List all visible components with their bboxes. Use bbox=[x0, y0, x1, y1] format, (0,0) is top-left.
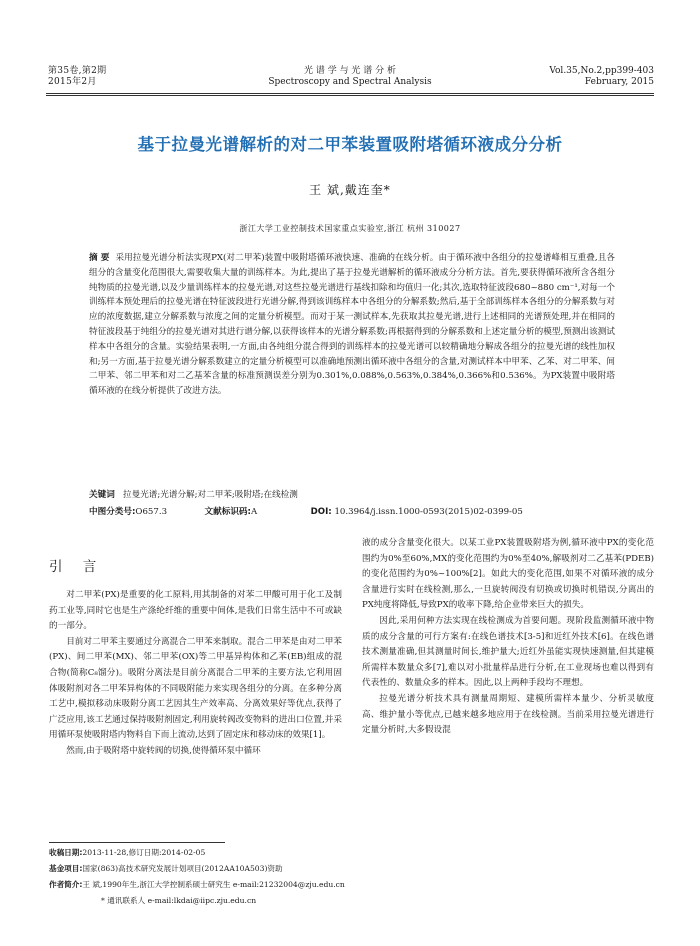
clc-value: O657.3 bbox=[135, 507, 168, 517]
paragraph: 然而,由于吸附塔中旋转阀的切换,使得循环泵中循环 bbox=[66, 745, 261, 756]
paragraph: 液的成分含量变化很大。以某工业PX装置吸附塔为例,循环液中PX的变化范围约为0%至60%,MX的变化范围约为0%至40%,解吸剂对二乙基苯(PDEB)的变化范围约为0%~100%[2]。如此大的变化范围,如果不对循环液的成分含量进行实时在线检测,那么,一旦旋转阀没有切换或切换时机错误,分离出的PX纯度将降低,导致PX的收率下降,给企业带来巨大的损失。 bbox=[362, 538, 654, 611]
issue-date-text: 2015年2月 bbox=[48, 77, 97, 87]
abstract-label: 摘 要 bbox=[89, 253, 110, 263]
section-title: 引 言 bbox=[49, 559, 105, 575]
paper-title: 基于拉曼光谱解析的对二甲苯装置吸附塔循环液成分分析 bbox=[137, 135, 563, 154]
citation-volume-pages: Vol.35,No.2,pp399-403 bbox=[549, 66, 654, 76]
paragraph: 对二甲苯(PX)是重要的化工原料,用其制备的对苯二甲酸可用于化工及制药工业等,同时它也是生产涤纶纤维的重要中间体,是我们日常生活中不可或缺的一部分。 bbox=[49, 590, 342, 632]
paragraph: 目前对二甲苯主要通过分离混合二甲苯来制取。混合二甲苯是由对二甲苯(PX)、间二甲苯(MX)、邻二甲苯(OX)等二甲基异构体和乙苯(EB)组成的混合物(简称C₈馏分)。吸附分离法是目前分离混合二甲苯的主要方法,它利用固体吸附剂对各二甲苯异构体的不同吸附能力来实现各组分的分离。在多种分离工艺中,模拟移动床吸附分离工艺因其生产效率高、分离效果好等优点,获得了广泛应用,该工艺通过保持吸附剂固定,利用旋转阀改变物料的进出口位置,并采用循环泵使吸附塔内物料自下而上流动,达到了固定床和移动床的效果[1]。 bbox=[49, 636, 342, 741]
volume-issue-text: 第35卷,第2期 bbox=[48, 66, 107, 76]
received-label: 收稿日期: bbox=[49, 848, 83, 857]
citation-date: February, 2015 bbox=[584, 77, 654, 87]
journal-volume-issue bbox=[48, 66, 106, 88]
header-rule-top bbox=[46, 93, 654, 94]
footnote-author bbox=[49, 878, 649, 891]
author-bio-label: 作者简介: bbox=[49, 880, 83, 889]
footnote-rule bbox=[49, 842, 225, 843]
journal-name-chinese: 光 谱 学 与 光 谱 分 析 bbox=[303, 66, 397, 76]
footnote-received bbox=[49, 846, 649, 859]
body-column-left bbox=[49, 588, 342, 760]
received-text: 2013-11-28,修订日期:2014-02-05 bbox=[82, 848, 206, 857]
doc-code-value: A bbox=[250, 507, 258, 517]
author-bio-text: 王 斌,1990年生,浙江大学控制系硕士研究生 e-mail:21232004@zju.edu.cn bbox=[82, 880, 345, 889]
doc-code-label: 文献标识码: bbox=[204, 507, 251, 517]
clc-label: 中图分类号: bbox=[89, 507, 136, 517]
paragraph: 拉曼光谱分析技术具有测量周期短、建模所需样本量少、分析灵敏度高、维护量小等优点,已越来越多地应用于在线检测。当前采用拉曼光谱进行定量分析时,大多假设混 bbox=[362, 693, 654, 736]
doi-value: 10.3964/j.issn.1000-0593(2015)02-0399-05 bbox=[334, 507, 523, 517]
doi-label: DOI: bbox=[310, 507, 332, 517]
affiliation: 浙江大学工业控制技术国家重点实验室,浙江 杭州 310027 bbox=[239, 224, 461, 233]
journal-name-english: Spectroscopy and Spectral Analysis bbox=[268, 77, 432, 87]
footnote-fund bbox=[49, 862, 649, 875]
keywords-text: 拉曼光谱;光谱分解;对二甲苯;吸附塔;在线检测 bbox=[123, 490, 298, 500]
paragraph: 因此,采用何种方法实现在线检测成为首要问题。现阶段监测循环液中物质的成分含量的可行方案有:在线色谱技术[3-5]和近红外技术[6]。在线色谱技术测量准确,但其测量时间长,维护量大;近红外虽能实现快速测量,但其建模所需样本数量众多[7],难以对小批量样品进行分析,在工业现场也难以得到有代表性的、数量众多的样本。因此,以上两种手段均不理想。 bbox=[362, 615, 654, 689]
classification-line bbox=[89, 505, 629, 519]
body-column-right bbox=[362, 536, 654, 739]
journal-name bbox=[240, 66, 460, 88]
abstract bbox=[89, 251, 615, 399]
keywords bbox=[89, 488, 629, 502]
abstract-text: 采用拉曼光谱分析法实现PX(对二甲苯)装置中吸附塔循环液快速、准确的在线分析。由于循环液中各组分的拉曼谱峰相互重叠,且各组分的含量变化范围很大,需要收集大量的训练样本。为此,提出了基于拉曼光谱解析的循环液成分分析方法。首先,要获得循环液所含各组分纯物质的拉曼光谱,以及少量训练样本的拉曼光谱,对这些拉曼光谱进行基线扣除和均值归一化;其次,选取特征波段680~880 cm⁻¹,对每一个训练样本预处理后的拉曼光谱在特征波段进行光谱分解,得到该训练样本中各组分的分解系数;然后,基于全部训练样本各组分的分解系数与对应的浓度数据,建立分解系数与浓度之间的定量分析模型。而对于某一测试样本,先获取其拉曼光谱,进行上述相同的光谱预处理,并在相同的特征波段基于纯组分的拉曼光谱对其进行谱分解,以获得该样本的光谱分解系数;再根据得到的分解系数和上述定量分析的模型,预测出该测试样本中各组分的含量。实验结果表明,一方面,由各纯组分混合得到的训练样本的拉曼光谱可以较精确地分解成各组分的拉曼光谱的线性加权和;另一方面,基于拉曼光谱分解系数建立的定量分析模型可以准确地预测出循环液中各组分的含量,对测试样本中甲苯、乙苯、对二甲苯、间二甲苯、邻二甲苯和对二乙基苯含量的标准预测误差分别为0.301%,0.088%,0.563%,0.384%,0.366%和0.536%。为PX装置中吸附塔循环液的在线分析提供了改进方法。 bbox=[89, 253, 616, 397]
author-list: 王 斌,戴连奎* bbox=[309, 183, 391, 197]
footnote-corresponding: * 通讯联系人 e-mail:lkdai@iipc.zju.edu.cn bbox=[101, 896, 257, 905]
header-rule-bottom bbox=[46, 95, 654, 96]
journal-citation bbox=[549, 66, 654, 88]
keywords-label: 关键词 bbox=[89, 490, 115, 500]
fund-label: 基金项目: bbox=[49, 864, 83, 873]
fund-text: 国家(863)高技术研究发展计划项目(2012AA10A503)资助 bbox=[82, 864, 283, 873]
